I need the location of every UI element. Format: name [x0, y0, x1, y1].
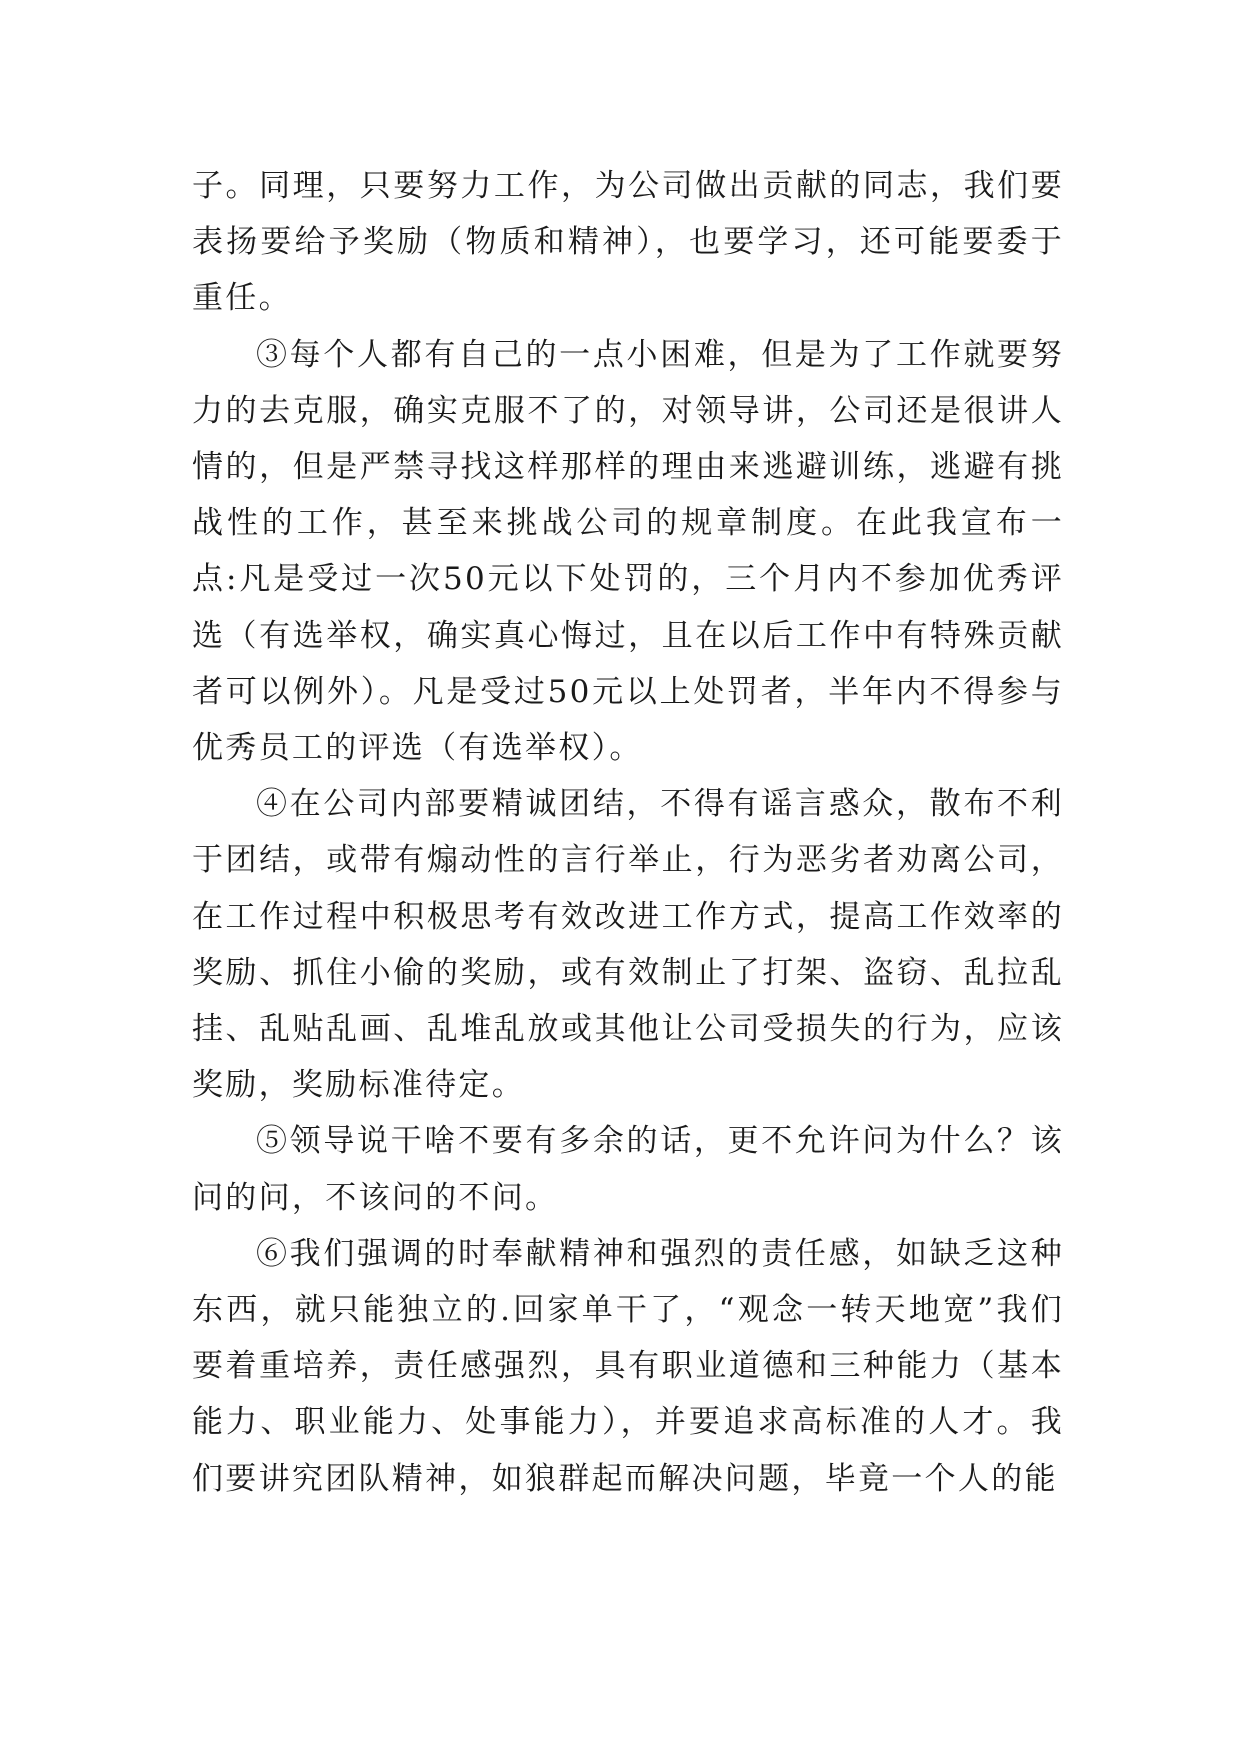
- paragraph-item-4: ④在公司内部要精诚团结，不得有谣言惑众，散布不利于团结，或带有煽动性的言行举止，行为恶劣者劝离公司，在工作过程中积极思考有效改进工作方式，提高工作效率的奖励、抓住小偷的奖励，或有效制止了打架、盗窃、乱拉乱挂、乱贴乱画、乱堆乱放或其他让公司受损失的行为，应该奖励，奖励标准待定。: [192, 786, 1064, 1104]
- paragraph-item-3: ③每个人都有自己的一点小困难，但是为了工作就要努力的去克服，确实克服不了的，对领导讲，公司还是很讲人情的，但是严禁寻找这样那样的理由来逃避训练，逃避有挑战性的工作，甚至来挑战公司的规章制度。在此我宣布一点:凡是受过一次50元以下处罚的，三个月内不参加优秀评选（有选举权，确实真心悔过，且在以后工作中有特殊贡献者可以例外）。凡是受过50元以上处罚者，半年内不得参与优秀员工的评选（有选举权）。: [192, 336, 1064, 767]
- document-body: [192, 158, 1064, 1507]
- paragraph-item-6: ⑥我们强调的时奉献精神和强烈的责任感，如缺乏这种东西，就只能独立的.回家单干了，“观念一转天地宽”我们要着重培养，责任感强烈，具有职业道德和三种能力（基本能力、职业能力、处事能力），并要追求高标准的人才。我们要讲究团队精神，如狼群起而解决问题，毕竟一个人的能: [192, 1235, 1064, 1497]
- paragraph-continuation: 子。同理，只要努力工作，为公司做出贡献的同志，我们要表扬要给予奖励（物质和精神），也要学习，还可能要委于重任。: [192, 168, 1064, 317]
- paragraph-item-5: ⑤领导说干啥不要有多余的话，更不允许问为什么？该问的问，不该问的不问。: [192, 1123, 1064, 1216]
